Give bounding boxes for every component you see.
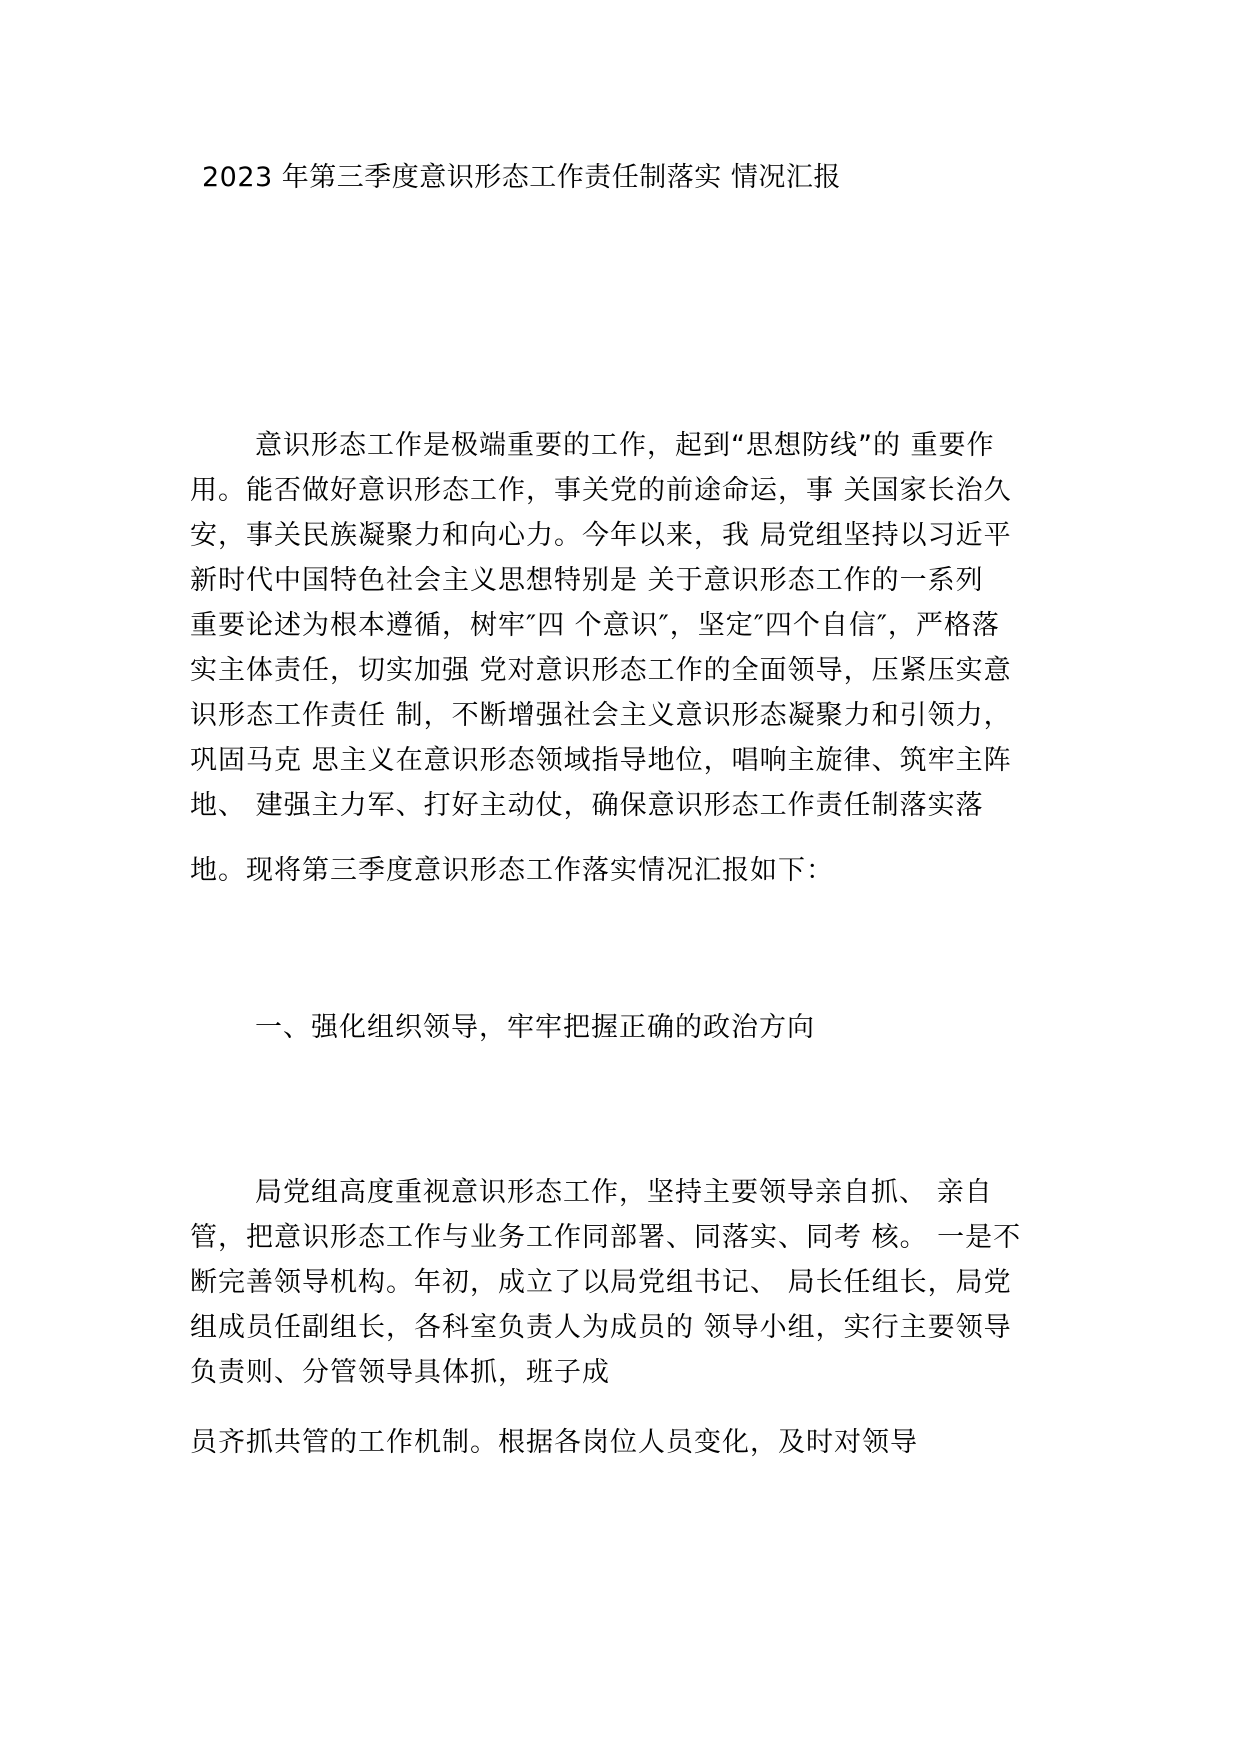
paragraph-intro-last-line bbox=[190, 848, 1070, 893]
paragraph-line: 新时代中国特色社会主义思想特别是 关于意识形态工作的一系列 bbox=[190, 565, 984, 596]
paragraph-line: 巩固马克 思主义在意识形态领域指导地位，唱响主旋律、筑牢主阵 bbox=[190, 745, 1012, 776]
document-title: 2023 年第三季度意识形态工作责任制落实 情况汇报 bbox=[202, 162, 841, 193]
paragraph-section1 bbox=[190, 1170, 1070, 1395]
paragraph-line: 重要论述为根本遵循，树牢″四 个意识″，坚定″四个自信″，严格落 bbox=[190, 610, 1000, 641]
paragraph-section1-last-line bbox=[190, 1420, 1070, 1465]
paragraph-intro bbox=[190, 423, 1070, 828]
paragraph-line: 组成员任副组长，各科室负责人为成员的 领导小组，实行主要领导 bbox=[190, 1312, 1012, 1343]
paragraph-line: 用。能否做好意识形态工作，事关党的前途命运，事 关国家长治久 bbox=[190, 475, 1012, 506]
paragraph-line: 识形态工作责任 制，不断增强社会主义意识形态凝聚力和引领力， bbox=[190, 700, 1012, 731]
paragraph-line: 断完善领导机构。年初，成立了以局党组书记、 局长任组长，局党 bbox=[190, 1267, 1012, 1298]
paragraph-line: 员齐抓共管的工作机制。根据各岗位人员变化，及时对领导 bbox=[190, 1427, 918, 1458]
paragraph-line: 管，把意识形态工作与业务工作同部署、同落实、同考 核。 一是不 bbox=[190, 1222, 1022, 1253]
paragraph-line: 实主体责任，切实加强 党对意识形态工作的全面领导，压紧压实意 bbox=[190, 655, 1012, 686]
paragraph-line: 安，事关民族凝聚力和向心力。今年以来，我 局党组坚持以习近平 bbox=[190, 520, 1012, 551]
paragraph-line: 意识形态工作是极端重要的工作，起到“思想防线”的 重要作 bbox=[255, 430, 995, 461]
paragraph-line: 地、 建强主力军、打好主动仗，确保意识形态工作责任制落实落 bbox=[190, 790, 984, 821]
paragraph-line: 局党组高度重视意识形态工作，坚持主要领导亲自抓、 亲自 bbox=[255, 1177, 993, 1208]
paragraph-line: 负责则、分管领导具体抓，班子成 bbox=[190, 1357, 610, 1388]
paragraph-line: 地。现将第三季度意识形态工作落实情况汇报如下： bbox=[190, 855, 834, 886]
section-heading-1: 一、强化组织领导，牢牢把握正确的政治方向 bbox=[255, 1012, 815, 1043]
